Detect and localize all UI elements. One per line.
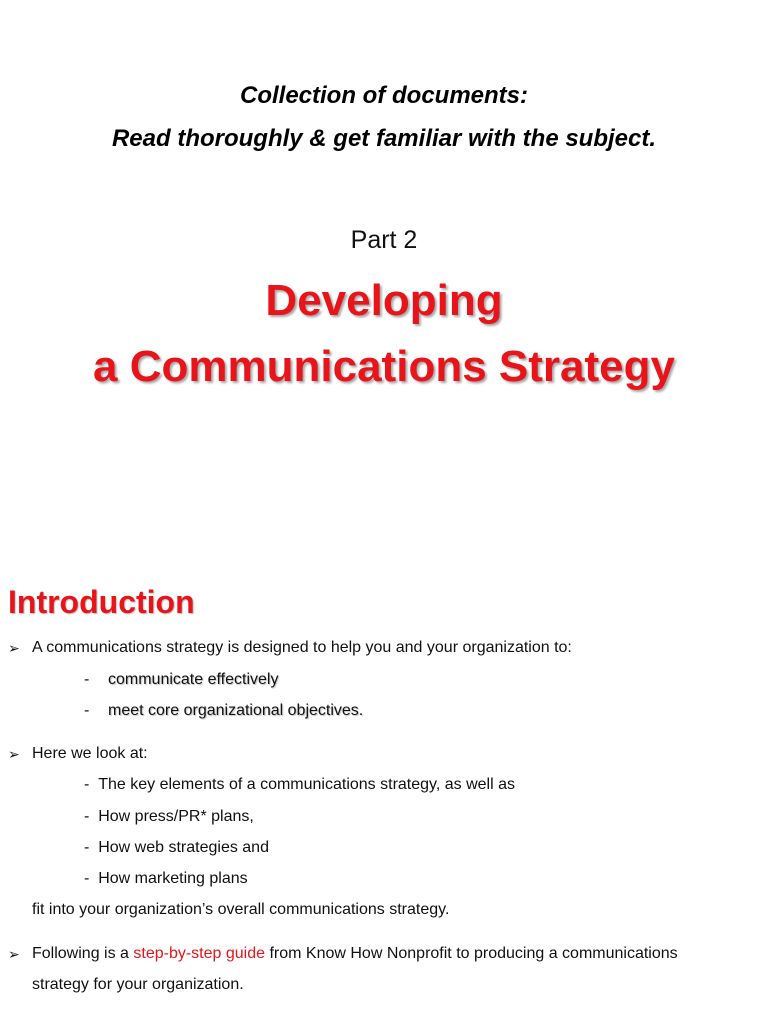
sub-item-dash: - [84,671,90,688]
sub-item-2-2: - How press/PR* plans, [84,808,254,825]
bullet-3-line-2: strategy for your organization. [32,976,244,993]
section-heading-introduction: Introduction [8,584,195,620]
sub-item-dash: - [84,702,90,719]
sub-item-2-1: - The key elements of a communications strategy, as well as [84,776,515,793]
sub-item-2-2-text: How press/PR* plans, [98,808,254,825]
step-by-step-guide-link[interactable]: step-by-step guide [133,945,266,962]
bullet-3-text [32,945,678,963]
title-line-2: a Communications Strategy [93,342,675,391]
sub-item-2-4: - How marketing plans [84,870,248,887]
page-title [0,268,768,400]
part-label: Part 2 [350,226,418,254]
sub-item-1-1: communicate effectively [108,671,279,688]
bullet-3-pre: Following is a [32,945,134,962]
sub-item-2-4-text: How marketing plans [98,870,248,887]
bullet-arrow-icon: ➢ [8,746,20,762]
sub-item-2-3-text: How web strategies and [98,839,269,856]
bullet-1-text: A communications strategy is designed to help you and your organization to: [32,639,572,656]
bullet-2-tail: fit into your organization’s overall communications strategy. [32,901,450,918]
bullet-arrow-icon: ➢ [8,946,20,962]
bullet-arrow-icon: ➢ [8,640,20,656]
header-line-1: Collection of documents: [240,82,528,109]
header-line-2: Read thoroughly & get familiar with the subject. [111,125,657,152]
bullet-3-post: from Know How Nonprofit to producing a communications [265,945,678,962]
sub-item-2-3: - How web strategies and [84,839,269,856]
document-header [0,74,768,160]
title-line-1: Developing [265,276,503,325]
sub-item-1-2: meet core organizational objectives. [108,702,364,719]
bullet-2-text: Here we look at: [32,745,148,762]
sub-item-2-1-text: The key elements of a communications strategy, as well as [98,776,515,793]
